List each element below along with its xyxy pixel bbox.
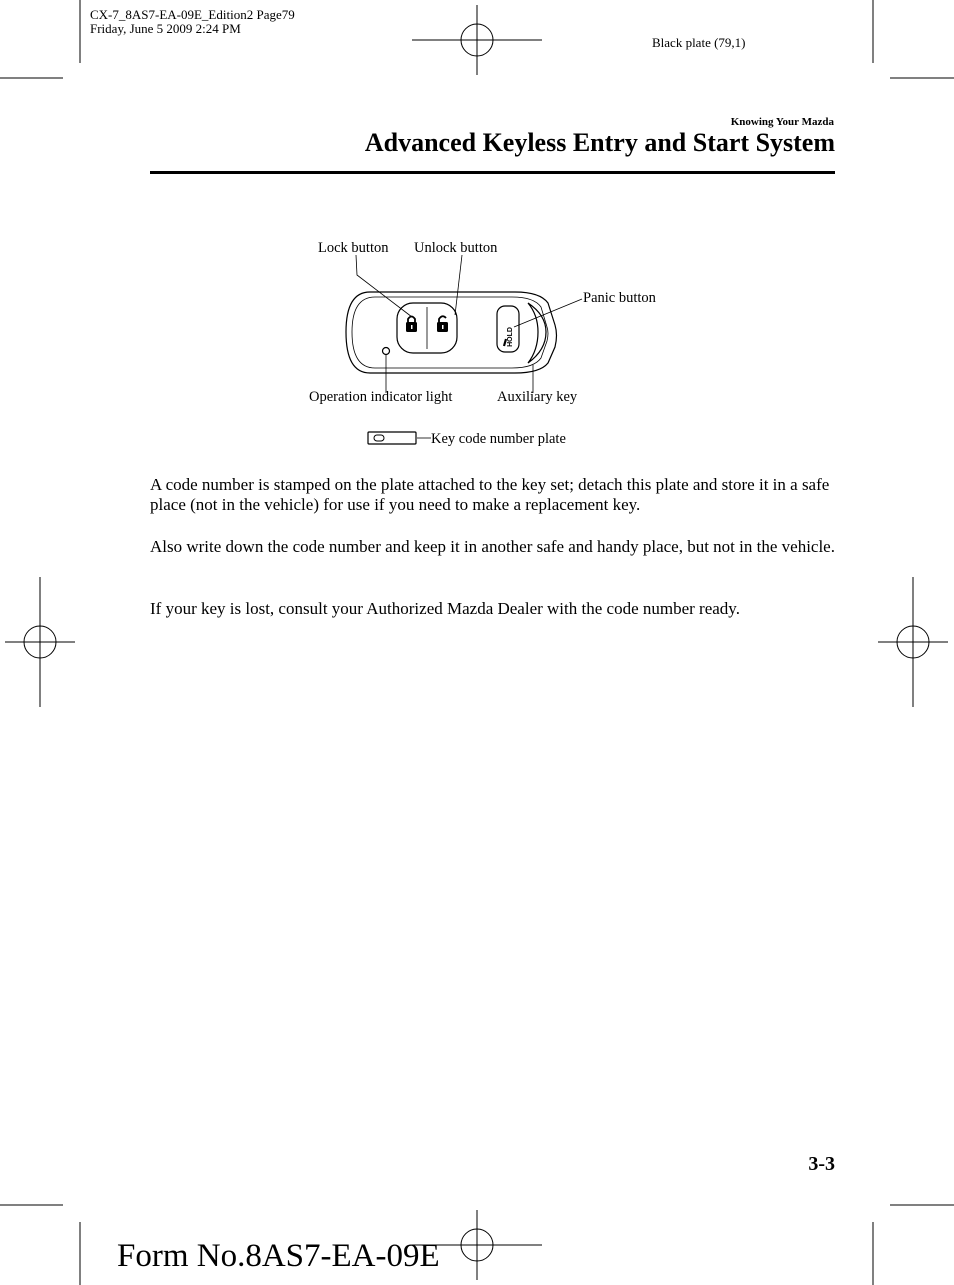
plate-info: Black plate (79,1) — [652, 35, 746, 50]
lock-icon — [406, 317, 417, 333]
key-code-number-plate-label: Key code number plate — [431, 431, 566, 447]
paragraph-write-down — [150, 537, 835, 557]
lock-button-label: Lock button — [318, 240, 389, 256]
paragraph-text: Also write down the code number and keep it in another safe and handy place, but not in the vehicle. — [150, 537, 835, 556]
key-fob-illustration — [300, 225, 680, 460]
indicator-light-shape — [383, 348, 390, 355]
auxiliary-key-label: Auxiliary key — [497, 389, 578, 405]
page-title: Advanced Keyless Entry and Start System — [364, 128, 835, 157]
panic-button-label: Panic button — [583, 290, 656, 306]
key-fob-figure — [300, 225, 680, 460]
unlock-button-label: Unlock button — [414, 240, 498, 256]
title-rule — [150, 171, 835, 174]
unlock-icon — [437, 316, 448, 332]
auxiliary-key-shape — [528, 303, 546, 363]
paragraph-text: A code number is stamped on the plate attached to the key set; detach this plate and store it in a safe place (not in the vehicle) for use if you need to make a replacement key. — [150, 475, 830, 514]
paragraph-text: If your key is lost, consult your Authorized Mazda Dealer with the code number ready. — [150, 599, 740, 618]
key-code-plate-shape — [368, 432, 416, 444]
registration-target-top — [412, 5, 542, 75]
lock-leader-line — [356, 255, 412, 317]
print-info — [90, 8, 295, 36]
hold-text: HOLD — [507, 327, 514, 347]
registration-target-left — [5, 577, 75, 707]
print-info-line2: Friday, June 5 2009 2:24 PM — [90, 21, 241, 36]
print-info-line1: CX-7_8AS7-EA-09E_Edition2 Page79 — [90, 7, 295, 22]
unlock-leader-line — [455, 255, 462, 315]
form-number: Form No.8AS7-EA-09E — [117, 1238, 440, 1274]
page-number: 3-3 — [808, 1153, 835, 1175]
paragraph-code-number — [150, 475, 835, 515]
section-label: Knowing Your Mazda — [730, 116, 834, 128]
registration-target-right — [878, 577, 948, 707]
operation-indicator-light-label: Operation indicator light — [309, 389, 453, 405]
paragraph-key-lost — [150, 599, 835, 619]
key-fob-body — [346, 292, 557, 373]
